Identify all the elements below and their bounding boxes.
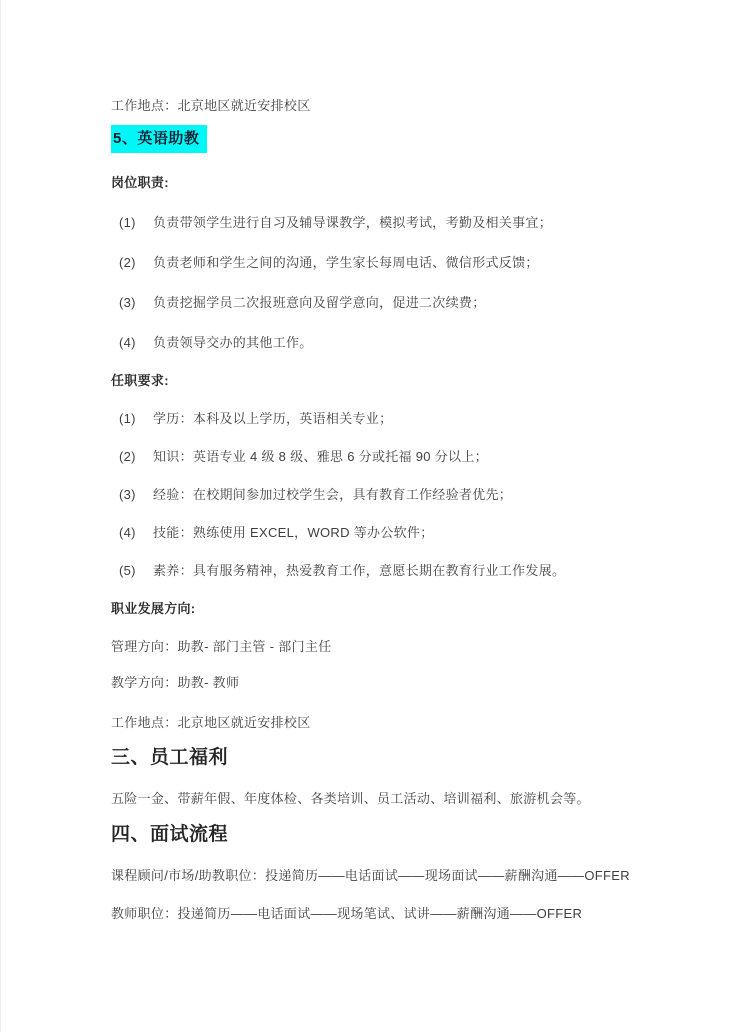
section5-highlighted-title: 5、英语助教	[111, 125, 207, 153]
requirement-item-number: (2)	[119, 449, 136, 464]
requirement-item-number: (1)	[119, 411, 136, 426]
document-content	[1, 0, 730, 923]
requirement-item	[111, 447, 702, 466]
requirements-heading: 任职要求:	[111, 373, 169, 388]
requirement-item-text: 素养：具有服务精神，热爱教育工作，意愿长期在教育行业工作发展。	[153, 563, 566, 578]
duties-heading: 岗位职责:	[111, 175, 169, 190]
duty-item	[111, 293, 702, 312]
requirement-item-number: (5)	[119, 563, 136, 578]
duty-item-text: 负责挖掘学员二次报班意向及留学意向，促进二次续费；	[153, 295, 486, 310]
career-management-line: 管理方向：助教- 部门主管 - 部门主任	[111, 639, 332, 654]
duty-item-text: 负责老师和学生之间的沟通，学生家长每周电话、微信形式反馈；	[153, 255, 539, 270]
requirement-item-number: (3)	[119, 487, 136, 502]
benefits-line: 五险一金、带薪年假、年度体检、各类培训、员工活动、培训福利、旅游机会等。	[111, 791, 590, 806]
duty-item	[111, 333, 702, 352]
requirement-item	[111, 409, 702, 428]
requirement-item	[111, 523, 702, 542]
career-teaching-line: 教学方向：助教- 教师	[111, 675, 240, 690]
work-location-line-top: 工作地点：北京地区就近安排校区	[111, 98, 311, 113]
interview-process-teacher-line: 教师职位：投递简历——电话面试——现场笔试、试讲——薪酬沟通——OFFER	[111, 906, 583, 921]
requirement-item-text: 知识：英语专业 4 级 8 级、雅思 6 分或托福 90 分以上；	[153, 449, 488, 464]
section4-heading: 四、面试流程	[111, 824, 229, 845]
duty-item-text: 负责带领学生进行自习及辅导课教学，模拟考试，考勤及相关事宜；	[153, 215, 553, 230]
section5-title-row	[111, 125, 702, 153]
requirement-item-text: 经验：在校期间参加过校学生会，具有教育工作经验者优先；	[153, 487, 513, 502]
requirement-item-number: (4)	[119, 525, 136, 540]
duty-item-text: 负责领导交办的其他工作。	[153, 335, 313, 350]
requirement-item	[111, 561, 702, 580]
duty-item	[111, 213, 702, 232]
requirement-item-text: 学历：本科及以上学历，英语相关专业；	[153, 411, 393, 426]
duty-item	[111, 253, 702, 272]
duty-item-number: (1)	[119, 215, 136, 230]
section3-heading: 三、员工福利	[111, 747, 229, 768]
duty-item-number: (4)	[119, 335, 136, 350]
duty-item-number: (2)	[119, 255, 136, 270]
work-location-line-bottom: 工作地点：北京地区就近安排校区	[111, 715, 311, 730]
duty-item-number: (3)	[119, 295, 136, 310]
requirement-item-text: 技能：熟练使用 EXCEL，WORD 等办公软件；	[153, 525, 434, 540]
requirement-item	[111, 485, 702, 504]
career-heading: 职业发展方向:	[111, 601, 196, 616]
interview-process-consultant-line: 课程顾问/市场/助教职位：投递简历——电话面试——现场面试——薪酬沟通——OFFER	[111, 868, 630, 883]
